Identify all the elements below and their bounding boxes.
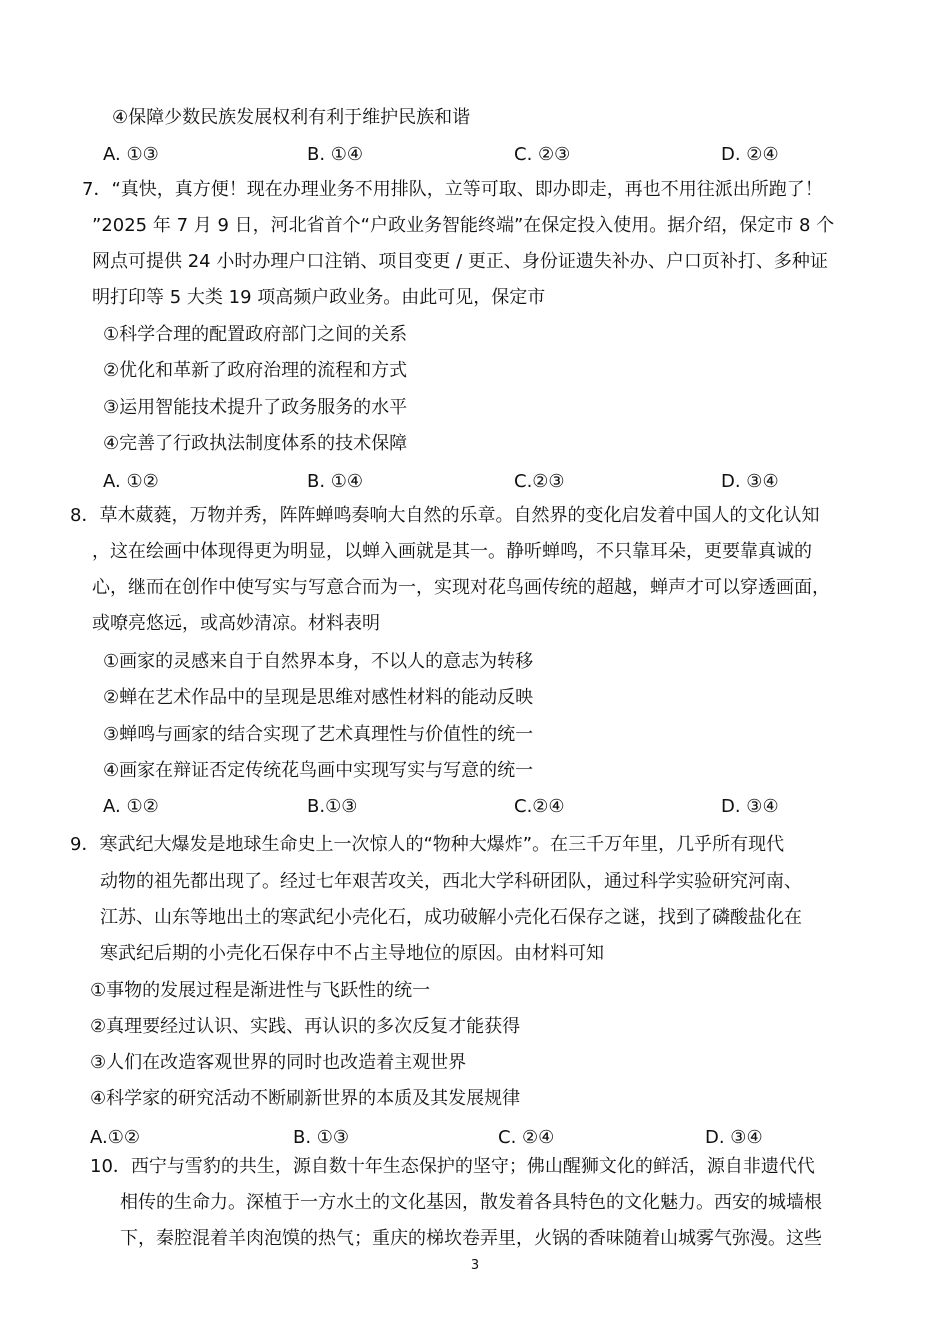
- q7-option-a: A. ①②: [103, 471, 159, 492]
- q8-option-a: A. ①②: [103, 796, 159, 817]
- q9-option-d: D. ③④: [705, 1127, 763, 1148]
- page-number: 3: [470, 1258, 480, 1273]
- q9-stem-line-2: 动物的祖先都出现了。经过七年艰苦攻关，西北大学科研团队，通过科学实验研究河南、: [100, 871, 802, 892]
- q7-statement-4: ④完善了行政执法制度体系的技术保障: [103, 433, 408, 454]
- q8-option-d: D. ③④: [721, 796, 779, 817]
- q7-statement-3: ③运用智能技术提升了政务服务的水平: [103, 397, 408, 418]
- q7-stem-line-4: 明打印等 5 大类 19 项高频户政业务。由此可见，保定市: [92, 287, 546, 308]
- q7-stem-line-3: 网点可提供 24 小时办理户口注销、项目变更 / 更正、身份证遗失补办、户口页补打、多种证: [92, 251, 828, 272]
- q10-stem-line-3: 下，秦腔混着羊肉泡馍的热气；重庆的梯坎卷弄里，火锅的香味随着山城雾气弥漫。这些: [120, 1228, 822, 1249]
- q9-statement-1: ①事物的发展过程是渐进性与飞跃性的统一: [90, 980, 431, 1001]
- q6-option-a: A. ①③: [103, 144, 159, 165]
- q7-stem-line-2: ”2025 年 7 月 9 日，河北省首个“户政业务智能终端”在保定投入使用。据介绍，保定市 8 个: [92, 215, 835, 236]
- q9-option-a: A.①②: [90, 1127, 140, 1148]
- q7-option-c: C.②③: [514, 471, 565, 492]
- q9-stem-line-3: 江苏、山东等地出土的寒武纪小壳化石，成功破解小壳化石保存之谜，找到了磷酸盐化在: [100, 907, 802, 928]
- q8-statement-3: ③蝉鸣与画家的结合实现了艺术真理性与价值性的统一: [103, 724, 534, 745]
- q8-option-b: B.①③: [307, 796, 358, 817]
- q9-stem-line-4: 寒武纪后期的小壳化石保存中不占主导地位的原因。由材料可知: [100, 943, 604, 964]
- q6-option-d: D. ②④: [721, 144, 779, 165]
- q8-option-c: C.②④: [514, 796, 565, 817]
- q6-statement-4: ④保障少数民族发展权利有利于维护民族和谐: [112, 107, 471, 128]
- q7-stem-line-1: 7．“真快，真方便！现在办理业务不用排队，立等可取、即办即走，再也不用往派出所跑了！: [82, 179, 823, 200]
- q10-stem-line-1: 10．西宁与雪豹的共生，源自数十年生态保护的坚守；佛山醒狮文化的鲜活，源自非遗代代: [90, 1156, 815, 1177]
- q9-option-b: B. ①③: [293, 1127, 350, 1148]
- q7-option-b: B. ①④: [307, 471, 364, 492]
- q8-statement-1: ①画家的灵感来自于自然界本身，不以人的意志为转移: [103, 651, 534, 672]
- q8-options: [0, 795, 950, 819]
- q9-statement-2: ②真理要经过认识、实践、再认识的多次反复才能获得: [90, 1016, 521, 1037]
- q9-options: [0, 1126, 950, 1150]
- q9-statement-3: ③人们在改造客观世界的同时也改造着主观世界: [90, 1052, 467, 1073]
- q8-stem-line-1: 8．草木葳蕤，万物并秀，阵阵蝉鸣奏响大自然的乐章。自然界的变化启发着中国人的文化认知: [70, 505, 820, 526]
- q6-options: [0, 143, 950, 167]
- q8-stem-line-4: 或嘹亮悠远，或高妙清凉。材料表明: [92, 613, 380, 634]
- q8-stem-line-2: ，这在绘画中体现得更为明显，以蝉入画就是其一。静听蝉鸣，不只靠耳朵，更要靠真诚的: [92, 541, 812, 562]
- q7-statement-1: ①科学合理的配置政府部门之间的关系: [103, 324, 408, 345]
- q6-option-c: C. ②③: [514, 144, 571, 165]
- q8-statement-2: ②蝉在艺术作品中的呈现是思维对感性材料的能动反映: [103, 687, 534, 708]
- q9-stem-line-1: 9．寒武纪大爆发是地球生命史上一次惊人的“物种大爆炸”。在三千万年里，几乎所有现代: [70, 834, 785, 855]
- q7-statement-2: ②优化和革新了政府治理的流程和方式: [103, 360, 408, 381]
- q6-option-b: B. ①④: [307, 144, 364, 165]
- q9-statement-4: ④科学家的研究活动不断刷新世界的本质及其发展规律: [90, 1088, 521, 1109]
- q7-options: [0, 470, 950, 494]
- q10-stem-line-2: 相传的生命力。深植于一方水土的文化基因，散发着各具特色的文化魅力。西安的城墙根: [120, 1192, 822, 1213]
- q8-stem-line-3: 心，继而在创作中使写实与写意合而为一，实现对花鸟画传统的超越，蝉声才可以穿透画面，: [92, 577, 830, 598]
- q7-option-d: D. ③④: [721, 471, 779, 492]
- q8-statement-4: ④画家在辩证否定传统花鸟画中实现写实与写意的统一: [103, 760, 534, 781]
- q9-option-c: C. ②④: [498, 1127, 555, 1148]
